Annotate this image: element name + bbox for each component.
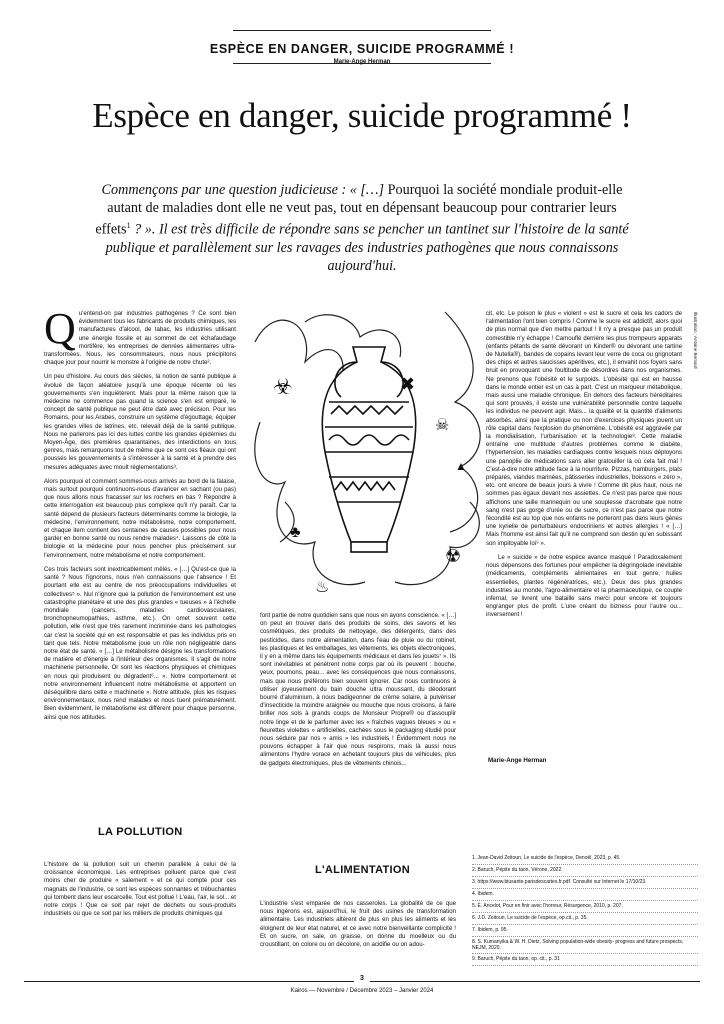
footer-rule-right xyxy=(370,981,700,982)
header-author: Marie-Ange Herman xyxy=(333,59,391,65)
col3-para-1: cit, etc. Le poison le plus « violent » est le sucre et cela les cadors de l'alimentation l'ont bien compris ! Comme le sucre est addictif, alors quoi de plus normal que d'en mettre partout ! Il n'y a presque pas un produit comestible n'y échappe ! Camouflé derrière les plus trompeurs apparats (enfants pétants de santé dévorant un Kinder® ou dévorant une tartine de Nutella®), bandes de copains levant leur verre de coca ou grignotant des chips et autres saucisses apéritives, etc.), il envahit nos foyers sans bruit en provoquant une foultitude de désordres dans nos organismes. Ne prenons que l'obésité et le surpoids. L'obésité qui est en hausse dans le monde entier est un cas à part. C'est un marqueur métabolique, mais aussi une maladie chronique. En dehors des facteurs héréditaires qui sont prouvés, il existe une vulnérabilité personnelle contre laquelle les individus ne peuvent agir. Mais... la qualité et la quantité d'aliments absorbés, ainsi que la pratique ou non d'exercices physiques jouent un rôle capital dans l'explosion du phénomène. L'obésité est aggravée par la mondialisation, l'urbanisation et la technologie⁸. Cette maladie entraîne une multitude d'autres problèmes comme le diabète, l'hypertension, les maladies cardiaques contre lesquels nous déployons une panoplie de médications sans aller gratouiller là où cela fait mal ! C'est-à-dire notre attitude face à la nourriture. Pizzas, hamburgers, plats préparés, viandes marinées, pâtisseries industrielles, boissons « zéro », etc. ont encore de beaux jours à vivre ! Comme dit plus haut, nous ne sommes pas égaux devant nos assiettes. Ce n'est pas parce que nous affichons une taille mannequin ou une souplesse d'acrobate que notre sang n'est pas gorgé d'urée ou de sucre, ce n'est pas parce que notre fécondité est au top que nos enfants ne porteront pas dans leurs gènes une kyrielle de perturbateurs endocriniens et autres allergies ! « […] Mais l'homme est ainsi fait qu'il ne comprend son destin qu'en subissant son impitoyable loi⁹ ». xyxy=(486,310,682,547)
skull-icon: ☠ xyxy=(435,417,450,434)
amphora-illustration xyxy=(245,302,493,602)
footnote: 4. Ibidem. xyxy=(472,889,698,901)
chapo xyxy=(92,181,632,275)
section-pollution: LA POLLUTION xyxy=(98,826,183,838)
flame-4 xyxy=(395,502,479,585)
page-number: 3 xyxy=(360,975,364,982)
chapo-part-2: Pourquoi la société mondiale produit-elle autant de maladies dont elle ne veut pas, tout en dépensant beaucoup pour contrarier leurs effets xyxy=(95,182,623,238)
footnote: 2. Baruch, Pépite du taon, Vérone, 2022. xyxy=(472,865,698,877)
footer-rule-left xyxy=(24,981,354,982)
chapo-part-1: Commençons par une question judicieuse : « […] xyxy=(101,182,388,198)
chapo-part-4: ? ». Il est très difficile de répondre sans se pencher un tantinet sur l'histoire de la santé publique et parallèlement sur les ravages des industries pathogènes que nous connaissons aujourd'hui. xyxy=(105,221,629,274)
flame-2 xyxy=(445,312,480,532)
footnotes xyxy=(472,853,698,966)
footnote: 5. É. Ancelot, Pour en finir avec l'horreur, Résurgence, 2010, p. 207. xyxy=(472,901,698,913)
pollution-text: L'histoire de la pollution suit un chemin parallèle à celui de la croissance économique. Les entreprises polluent parce que c'est moins cher de produire « salement » et ce qui compte pour ces magnats de l'industrie, ce sont les espèces sonnantes et trébuchantes qui tombent dans leur escarcelle. Tout est pollué ! L'eau, l'air, le sol... et notre corps ! Que ce soit par rejet de déchets ou sous-produits industriels ou que ce soit par les milliers de produits chimiques qui xyxy=(44,861,236,918)
column-1 xyxy=(44,304,236,722)
biohazard-icon: ☣ xyxy=(273,374,293,399)
footnote: 7. Ibidem, p. 95. xyxy=(472,925,698,937)
tree-icon: ♣ xyxy=(290,524,301,541)
footer-text: Kairos — Novembre / Décembre 2023 – Janvier 2024 xyxy=(290,988,434,994)
drop-cap: Q xyxy=(44,304,76,353)
smoke-1 xyxy=(305,315,401,357)
footnote: 1. Jean-David Zeitoun, Le suicide de l'espèce, Denoël, 2023, p. 45. xyxy=(472,853,698,865)
column-2 xyxy=(260,612,456,774)
header xyxy=(0,10,724,65)
col1-para-2: Un peu d'histoire. Au cours des siècles, la notion de santé publique a évolué de façon aléatoire jusqu'à une époque récente où les gouvernements s'en inquiétèrent. Mais pour la même raison que la médecine ne commence pas quand la science s'en est emparé, le concept de santé publique ne peut être daté avec précision. Pour les Romains, pour les Arabes, construire un système d'égouttage, équiper les grandes villes de latrines, etc. relevait déjà de la santé publique. Nous ne parlerons pas ici des luttes contre les grandes épidémies du Moyen-Âge, des premières quarantaines, des interdictions en tous genres, mais remarquons tout de même que ce sont ces fléaux qui ont poussés les gouvernements à s'intéresser à la santé et à prendre des mesures adéquates avec moult réglementations³. xyxy=(44,373,236,471)
header-rule-bottom xyxy=(233,63,491,64)
cross-icon: ✖ xyxy=(400,374,416,394)
gas-mask-icon: ☢ xyxy=(445,546,462,566)
col3-para-2: Le « suicide » de notre espèce avance masqué ! Paradoxalement nous dépensons des fortunes pour empêcher la dégringolade inévitable (médicaments, compléments alimentaires en tout genre, huiles essentielles, plantes régénératrices, etc.). Deux des plus grandes industries au monde, l'agro-alimentaire et la pharmaceutique, ce couple infernal, se livrent une bataille sans merci pour encore et toujours engranger plus de profit. L'une créant du bizness pour l'autre ou... inversement ! xyxy=(486,553,682,619)
footnote: 6. J.D. Zeitoun, Le suicide de l'espèce, op.cit., p. 35. xyxy=(472,913,698,925)
col1-para-4: Ces trois facteurs sont inextricablement mêlés. « […] Qu'est-ce que la santé ? Nous l'ignorons, nous n'en connaissons que l'absence ! Et pourtant elle est au centre de nos préoccupations individuelles et collectives⁵ ». Nul n'ignore que la pollution de l'environnement est une catastrophe planétaire et une des plus grandes « tueuses » à l'échelle mondiale (cancers, maladies cardiovasculaires, bronchopneumopathies, asthme, etc.). On omet souvent cette pollution, elle n'est que très rarement incriminée dans les pathologies car c'est la société qui en est responsable et pas les individus pris en tant que tels. Notre métabolisme joue un rôle non négligeable dans notre état de santé. « […] Le métabolisme désigne les transformations de matière et d'énergie à l'intérieur des organismes. Il s'agit de notre machinerie personnelle. Or sont les réactions physiques et chimiques en nous qui produisent ou dégradent⁶... ». Notre comportement et notre environnement influencent notre métabolisme et apportent un déséquilibre dans cette « machinerie ». Notre attitude, plus les risques environnementaux, nous rend malades et nous tuent prématurément. Bien évidemment, le métabolisme est différent pour chaque personne, ainsi que nos attitudes. xyxy=(44,565,236,721)
col2-para-1: font partie de notre quotidien sans que nous en ayons conscience. « […] on peut en trouver dans des produits de soins, des savons et les cosmétiques, des produits de nettoyage, des détergents, dans des pesticides, dans notre alimentation, dans l'eau de pluie ou du robinet, les plastiques et les emballages, les vêtements, les objets électroniques, il y en a même dans les équipements médicaux et dans les jouets⁷ ». Ils sont inévitables et pénètrent notre corps par où ils peuvent : bouche, yeux, poumons, peau... avec les conséquences que nous connaissons, mais que nous préférons bien souvent ignorer. Car nous continuons à utiliser joyeusement du bain douche ultra moussant, du déodorant bourré d'aluminium, à nous badigeonner de crème solaire, à pulvériser d'insecticide la moindre araignée ou mouche que nous croisons, à faire briller nos sols à grands coups de Monsieur Propre® ou d'assouplir notre linge et de le parfumer avec les « fraîches vagues bleues » ou « fleurettes violettes » artificielles, cachées sous le packaging étudié pour nous séduire par nos « amis » les industriels ! Évidemment nous ne pouvons échapper à l'air que nous respirons, mais là aussi nous alimentons l'hydre vorace en achetant toujours plus de véhicules, plus de gadgets électroniques, plus de vêtements chinois... xyxy=(260,612,456,767)
footnote: 9. Baruch, Pépite du taon, op. cit., p. 31 xyxy=(472,954,698,966)
chapo-note-ref: 1 xyxy=(126,221,131,230)
illustration-credit: Illustration : Antoine Bernard xyxy=(693,312,698,369)
fire-icon: ♨ xyxy=(315,579,330,596)
col1-para-1: u'entend-on par industries pathogènes ? Ce sont bien évidemment tous les fabricants de produits chimiques, les manufactures d'alcool, de tabac, les industries utilisant une énergie fossile et au sommet de cet échafaudage mortifère, les entreprises de denrées alimentaires ultra-transformées. Nous, les consommateurs, nous nous précipitons chaque jour pour nourrir le monstre à l'origine de notre chute². xyxy=(44,310,236,367)
column-3 xyxy=(486,310,682,626)
drop-icon: ▲ xyxy=(455,459,467,473)
col1-para-3: Alors pourquoi et comment sommes-nous arrivés au bord de la falaise, mais surtout pourquoi continuons-nous d'avancer en sachant (ou pas) que nous allons nous fracasser sur les rochers en bas ? Répondre à cette interrogation est beaucoup plus complexe qu'il n'y paraît. Car la santé dépend de plusieurs facteurs déterminants comme la biologie, la médecine, l'environnement, notre métabolisme, notre comportement, et chaque item contient des centaines de causes possibles pour nous garder en bonne santé ou nous rendre malades⁴. Laissons de côté la biologie et la médecine pour nous pencher plus précisément sur l'environnement, notre métabolisme et notre comportement. xyxy=(44,477,236,559)
page-title: Espèce en danger, suicide programmé ! xyxy=(92,96,632,135)
signature: Marie-Ange Herman xyxy=(488,757,547,764)
section-alimentation: L'ALIMENTATION xyxy=(315,864,411,876)
footnote: 3. https://www.biusante.parisdescartes.fr.pdf. Consulté sur Internet le 17/10/23. xyxy=(472,877,698,889)
footnote: 8. S. Kumanyika & W. H. Dietz, Solving population-wide obesity- progress and future prospects, NEJM, 2020. xyxy=(472,937,698,954)
kicker: ESPÈCE EN DANGER, SUICIDE PROGRAMMÉ ! xyxy=(209,42,515,56)
alimentation-text: L'industrie s'est emparée de nos casseroles. La globalité de ce que nous ingérons est, aujourd'hui, le fruit des usines de transformation alimentaire. Les industriels altèrent de plus en plus les aliments et les éloignent de leur état naturel, et ce avec notre bienveillante complicité ! Et on sucre, on sale, on graisse, on donne du moelleux ou du croustillant, on colore ou on décolore, on acidifie ou on adou- xyxy=(260,900,456,949)
